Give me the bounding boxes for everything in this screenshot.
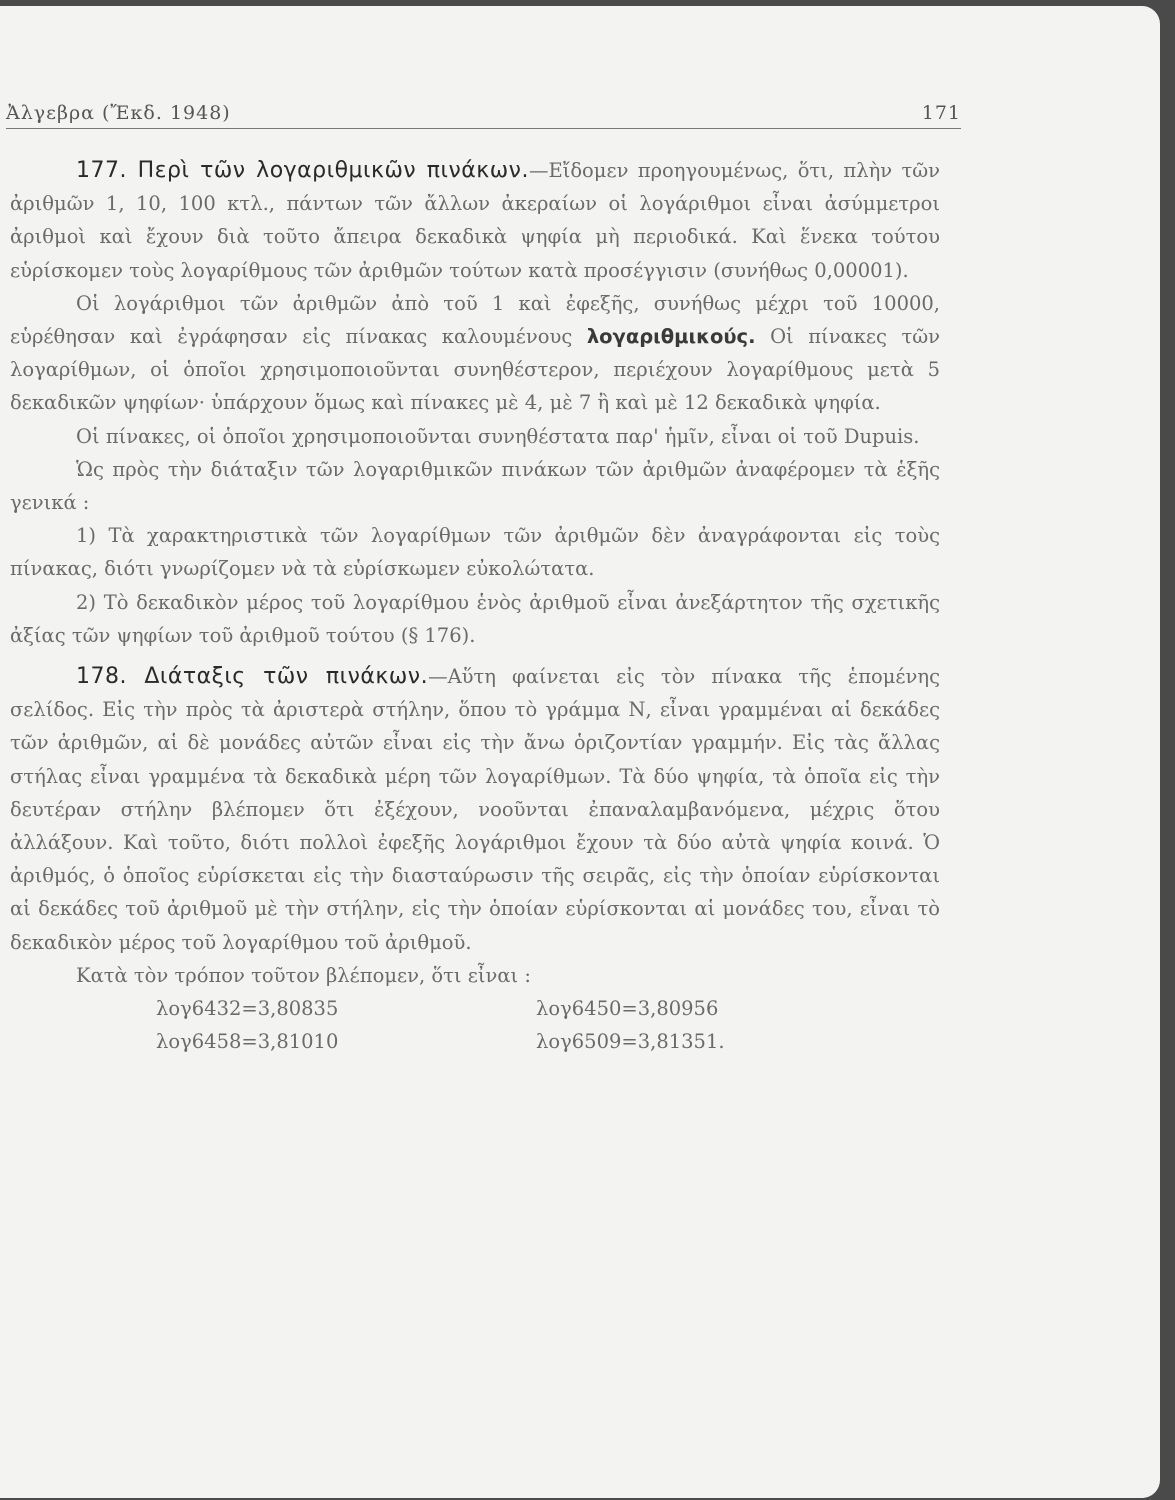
section-177-text: —Εἴδομεν προηγουμένως, ὅτι, πλὴν τῶν ἀριθμῶν 1, 10, 100 κτλ., πάντων τῶν ἄλλων ἀκεραίων οἱ λογάριθμοι εἶναι ἀσύμμετροι ἀριθμοὶ καὶ ἔχουν διὰ τοῦτο ἄπειρα δεκαδικὰ ψηφία μὴ περιοδικά. Καὶ ἕνεκα τούτου εὑρίσκομεν τοὺς λογαρίθμους τῶν ἀριθμῶν τούτων κατὰ προσέγγισιν (συνήθως 0,00001).: [10, 159, 940, 282]
formula: λογ6450=3,80956: [536, 997, 719, 1021]
paragraph: Ὡς πρὸς τὴν διάταξιν τῶν λογαριθμικῶν πινάκων τῶν ἀριθμῶν ἀναφέρομεν τὰ ἑξῆς γενικά :: [10, 457, 940, 515]
book-title: Ἀλγεβρα (Ἔκδ. 1948): [6, 102, 231, 124]
section-177-heading: 177. Περὶ τῶν λογαριθμικῶν πινάκων.: [76, 158, 529, 183]
paragraph: Οἱ πίνακες, οἱ ὁποῖοι χρησιμοποιοῦνται συνηθέστατα παρ' ἡμῖν, εἶναι οἱ τοῦ Dupuis.: [76, 424, 920, 448]
paragraph-text: Οἱ λογάριθμοι τῶν ἀριθμῶν ἀπὸ τοῦ 1 καὶ ἐφεξῆς, συνήθως μέχρι τοῦ 10000, εὑρέθησαν καὶ ἐγράφησαν εἰς πίνακας καλουμένους: [10, 291, 940, 349]
formula: λογ6458=3,81010: [156, 1030, 339, 1054]
section-178-text: —Αὕτη φαίνεται εἰς τὸν πίνακα τῆς ἑπομένης σελίδος. Εἰς τὴν πρὸς τὰ ἀριστερὰ στήλην, ὅπου τὸ γράμμα Ν, εἶναι γραμμέναι αἱ δεκάδες τῶν ἀριθμῶν, αἱ δὲ μονάδες αὐτῶν εἶναι εἰς τὴν ἄνω ὁριζοντίαν γραμμήν. Εἰς τὰς ἄλλας στήλας εἶναι γραμμένα τὰ δεκαδικὰ μέρη τῶν λογαρίθμων. Τὰ δύο ψηφία, τὰ ὁποῖα εἰς τὴν δευτέραν στήλην βλέπομεν ὅτι ἐξέχουν, νοοῦνται ἐπαναλαμβανόμενα, μέχρις ὅτου ἀλλάξουν. Καὶ τοῦτο, διότι πολλοὶ ἐφεξῆς λογάριθμοι ἔχουν τὰ δύο αὐτὰ ψηφία κοινά. Ὁ ἀριθμός, ὁ ὁποῖος εὑρίσκεται εἰς τὴν διασταύρωσιν τῆς σειρᾶς, εἰς τὴν ὁποίαν εὑρίσκονται αἱ δεκάδες τοῦ ἀριθμοῦ μὲ τὴν στήλην, εἰς τὴν ὁποίαν εὑρίσκονται αἱ μονάδες του, εἶναι τὸ δεκαδικὸν μέρος τοῦ λογαρίθμου τοῦ ἀριθμοῦ.: [10, 665, 940, 954]
list-item-1: 1) Τὰ χαρακτηριστικὰ τῶν λογαρίθμων τῶν ἀριθμῶν δὲν ἀναγράφονται εἰς τοὺς πίνακας, διότι γνωρίζομεν νὰ τὰ εὑρίσκωμεν εὐκολώτατα.: [10, 524, 940, 581]
formula: λογ6432=3,80835: [156, 997, 339, 1021]
term-logarithmic: λογαριθμικούς.: [586, 325, 756, 349]
paragraph: [10, 287, 940, 420]
running-head: [6, 102, 961, 129]
section-178-heading: 178. Διάταξις τῶν πινάκων.: [76, 664, 429, 690]
section-178-intro: [10, 660, 940, 959]
page-number: 171: [921, 102, 961, 124]
paragraph-text: Οἱ πίνακες τῶν λογαρίθμων, οἱ ὁποῖοι χρησιμοποιοῦνται συνηθέστερον, περιέχουν λογαρίθμους μετὰ 5 δεκαδικῶν ψηφίων· ὑπάρχουν ὅμως καὶ πίνακες μὲ 4, μὲ 7 ἢ καὶ μὲ 12 δεκαδικὰ ψηφία.: [10, 325, 941, 415]
book-page: [0, 6, 1160, 1498]
list-item-2: 2) Τὸ δεκαδικὸν μέρος τοῦ λογαρίθμου ἑνὸς ἀριθμοῦ εἶναι ἀνεξάρτητον τῆς σχετικῆς ἀξίας τῶν ψηφίων τοῦ ἀριθμοῦ τούτου (§ 176).: [10, 590, 940, 647]
formula-row: [10, 992, 940, 1025]
formula-row: [10, 1025, 940, 1058]
formula: λογ6509=3,81351.: [536, 1030, 725, 1054]
section-177-intro: [10, 154, 940, 287]
paragraph: Κατὰ τὸν τρόπον τοῦτον βλέπομεν, ὅτι εἶναι :: [76, 963, 531, 987]
page-body: [10, 154, 940, 1058]
